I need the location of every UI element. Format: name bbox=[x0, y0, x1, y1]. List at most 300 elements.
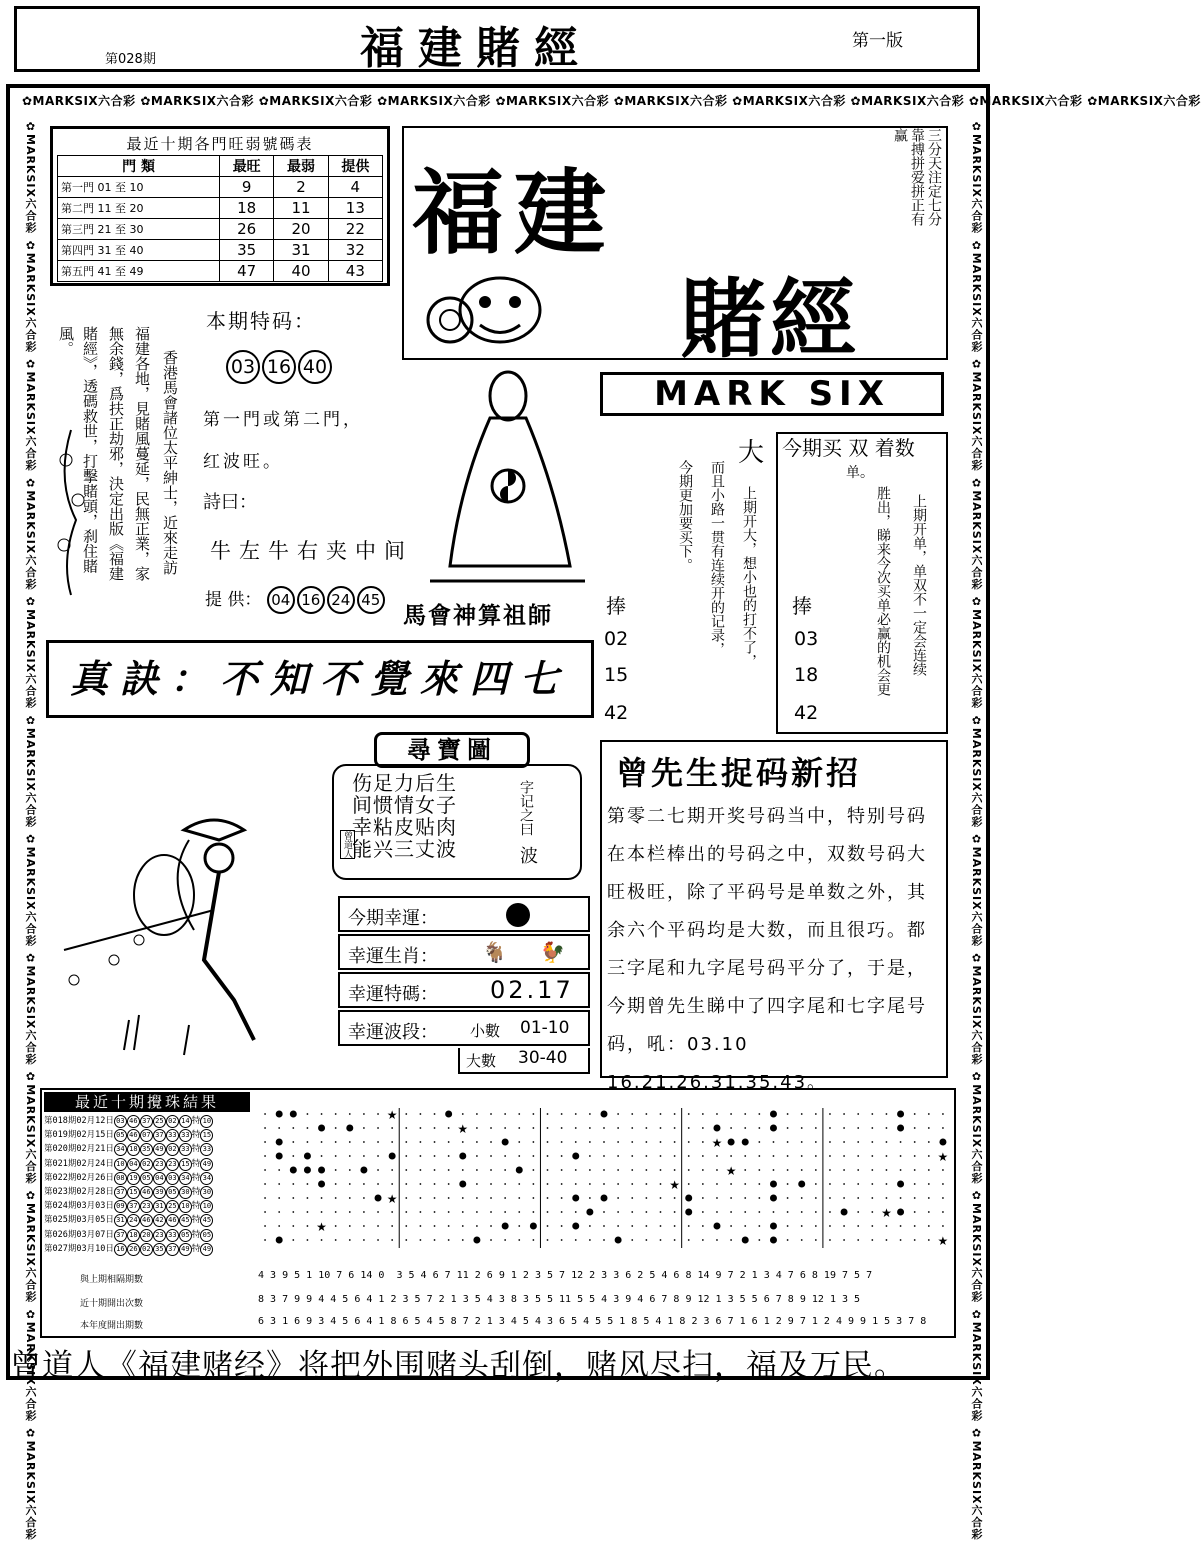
hit-dot bbox=[516, 1167, 523, 1174]
grid-dot bbox=[575, 1183, 577, 1185]
result-row bbox=[44, 1114, 213, 1128]
grid-dot bbox=[391, 1183, 393, 1185]
grid-dot bbox=[942, 1225, 944, 1227]
grid-dot bbox=[335, 1169, 337, 1171]
grid-dot bbox=[462, 1239, 464, 1241]
number-ball: 16 bbox=[262, 350, 296, 384]
grid-dot bbox=[307, 1183, 309, 1185]
grid-dot bbox=[476, 1211, 478, 1213]
special-star: ★ bbox=[937, 1150, 949, 1164]
grid-dot bbox=[420, 1127, 422, 1129]
grid-dot bbox=[349, 1183, 351, 1185]
max-cell: 35 bbox=[220, 240, 274, 261]
grid-dot bbox=[448, 1197, 450, 1199]
grid-dot bbox=[758, 1211, 760, 1213]
grid-dot bbox=[377, 1155, 379, 1157]
hit-dot bbox=[770, 1111, 777, 1118]
grid-dot bbox=[278, 1211, 280, 1213]
lucky-zodiac-row bbox=[338, 934, 590, 970]
gate-cell: 第三門 21 至 30 bbox=[58, 219, 220, 240]
grid-dot bbox=[462, 1197, 464, 1199]
grid-dot bbox=[264, 1239, 266, 1241]
grid-dot bbox=[490, 1169, 492, 1171]
notice-col-3: 無余錢，爲扶正劫邪，決定出版《福建 bbox=[107, 326, 125, 581]
hit-dot bbox=[318, 1181, 325, 1188]
grid-dot bbox=[363, 1155, 365, 1157]
result-ball: 16 bbox=[114, 1243, 127, 1256]
goat-icon: 🐐 bbox=[482, 940, 507, 964]
grid-dot bbox=[504, 1113, 506, 1115]
grid-dot bbox=[886, 1127, 888, 1129]
grid-dot bbox=[420, 1197, 422, 1199]
grid-dot bbox=[561, 1211, 563, 1213]
result-ball: 35 bbox=[140, 1143, 153, 1156]
special-ball: 34 bbox=[200, 1172, 213, 1185]
grid-dot bbox=[405, 1197, 407, 1199]
grid-dot bbox=[532, 1239, 534, 1241]
brand-strip-right: ✿MARKSIX六合彩 ✿MARKSIX六合彩 ✿MARKSIX六合彩 ✿MARKSIX六合彩 ✿MARKSIX六合彩 ✿MARKSIX六合彩 ✿MARKSIX六合彩 ✿MARKSIX六合彩 ✿MARKSIX六合彩 ✿MARKSIX六合彩 ✿MARKSIX六合彩 ✿MARKSIX六合彩 bbox=[970, 120, 983, 1541]
grid-dot bbox=[787, 1211, 789, 1213]
grid-dot bbox=[660, 1183, 662, 1185]
grid-dot bbox=[547, 1141, 549, 1143]
grid-dot bbox=[928, 1113, 930, 1115]
hit-dot bbox=[586, 1209, 593, 1216]
hit-dot bbox=[601, 1111, 608, 1118]
result-ball: 02 bbox=[140, 1158, 153, 1171]
result-row bbox=[44, 1199, 213, 1213]
grid-dot bbox=[292, 1225, 294, 1227]
result-ball: 03 bbox=[114, 1115, 127, 1128]
grid-dot bbox=[815, 1225, 817, 1227]
grid-dot bbox=[688, 1141, 690, 1143]
grid-dot bbox=[787, 1127, 789, 1129]
grid-dot bbox=[871, 1169, 873, 1171]
grid-dot bbox=[688, 1127, 690, 1129]
grid-dot bbox=[391, 1211, 393, 1213]
hit-dot bbox=[798, 1181, 805, 1188]
grid-dot bbox=[801, 1239, 803, 1241]
fisherman-illustration bbox=[44, 800, 334, 1072]
grid-dot bbox=[815, 1197, 817, 1199]
grid-dot bbox=[871, 1211, 873, 1213]
result-date: 第027期03月10日 bbox=[44, 1243, 114, 1254]
bet-analysis-col: 胜出，睇来今次买单必赢的机会更 bbox=[875, 486, 891, 696]
grid-dot bbox=[292, 1141, 294, 1143]
grid-dot bbox=[716, 1239, 718, 1241]
grid-dot bbox=[942, 1127, 944, 1129]
grid-dot bbox=[518, 1113, 520, 1115]
grid-dot bbox=[617, 1141, 619, 1143]
logo-top-text: 福建 bbox=[412, 159, 617, 267]
grid-dot bbox=[420, 1141, 422, 1143]
grid-dot bbox=[758, 1169, 760, 1171]
hit-dot bbox=[290, 1111, 297, 1118]
grid-dot bbox=[914, 1169, 916, 1171]
grid-dot bbox=[349, 1211, 351, 1213]
grid-dot bbox=[405, 1239, 407, 1241]
grid-dot bbox=[787, 1225, 789, 1227]
grid-dot bbox=[815, 1113, 817, 1115]
grid-dot bbox=[914, 1155, 916, 1157]
col-header: 最旺 bbox=[220, 156, 274, 177]
grid-dot bbox=[730, 1197, 732, 1199]
grid-dot bbox=[603, 1225, 605, 1227]
grid-dot bbox=[660, 1197, 662, 1199]
grid-dot bbox=[871, 1183, 873, 1185]
grid-dot bbox=[349, 1155, 351, 1157]
grid-dot bbox=[589, 1127, 591, 1129]
big-label: 大 bbox=[738, 438, 765, 468]
result-ball: 34 bbox=[179, 1172, 192, 1185]
grid-dot bbox=[674, 1239, 676, 1241]
gate-cell: 第四門 31 至 40 bbox=[58, 240, 220, 261]
hit-dot bbox=[276, 1237, 283, 1244]
result-ball: 23 bbox=[153, 1158, 166, 1171]
grid-dot bbox=[688, 1183, 690, 1185]
recommend-number: 42 bbox=[794, 702, 819, 724]
hit-dot bbox=[276, 1111, 283, 1118]
grid-dot bbox=[363, 1113, 365, 1115]
hit-dot bbox=[841, 1209, 848, 1216]
grid-dot bbox=[363, 1225, 365, 1227]
result-ball: 23 bbox=[166, 1158, 179, 1171]
grid-dot bbox=[547, 1169, 549, 1171]
special-ball: 33 bbox=[200, 1143, 213, 1156]
grid-dot bbox=[829, 1169, 831, 1171]
grid-dot bbox=[292, 1197, 294, 1199]
grid-dot bbox=[321, 1197, 323, 1199]
grid-dot bbox=[448, 1183, 450, 1185]
special-ball: 10 bbox=[200, 1200, 213, 1213]
grid-dot bbox=[349, 1239, 351, 1241]
grid-dot bbox=[547, 1183, 549, 1185]
grid-dot bbox=[547, 1239, 549, 1241]
grid-dot bbox=[561, 1225, 563, 1227]
grid-dot bbox=[405, 1127, 407, 1129]
tip-cell: 43 bbox=[328, 261, 382, 282]
special-label: 特 bbox=[191, 1243, 201, 1254]
result-date: 第020期02月21日 bbox=[44, 1144, 114, 1155]
hit-dot bbox=[290, 1167, 297, 1174]
grid-dot bbox=[674, 1155, 676, 1157]
grid-dot bbox=[589, 1183, 591, 1185]
grid-dot bbox=[518, 1183, 520, 1185]
this-issue-balls bbox=[226, 350, 334, 384]
grid-dot bbox=[335, 1141, 337, 1143]
grid-dot bbox=[462, 1169, 464, 1171]
treasure-side-word: 波 bbox=[520, 846, 538, 867]
special-star: ★ bbox=[725, 1164, 737, 1178]
grid-dot bbox=[857, 1169, 859, 1171]
grid-dot bbox=[603, 1211, 605, 1213]
hit-dot bbox=[304, 1153, 311, 1160]
grid-dot bbox=[518, 1211, 520, 1213]
number-ball: 04 bbox=[267, 586, 295, 614]
grid-dot bbox=[645, 1183, 647, 1185]
result-ball: 07 bbox=[140, 1129, 153, 1142]
small-range-value: 01-10 bbox=[520, 1018, 570, 1038]
grid-dot bbox=[730, 1155, 732, 1157]
grid-dot bbox=[631, 1169, 633, 1171]
result-ball: 05 bbox=[166, 1186, 179, 1199]
analysis-col: 今期更加要买下。 bbox=[677, 460, 693, 572]
grid-dot bbox=[377, 1113, 379, 1115]
grid-dot bbox=[561, 1169, 563, 1171]
grid-dot bbox=[631, 1155, 633, 1157]
grid-dot bbox=[377, 1183, 379, 1185]
master-figure-illustration bbox=[420, 366, 590, 588]
result-ball: 09 bbox=[114, 1200, 127, 1213]
special-star: ★ bbox=[457, 1122, 469, 1136]
lucky-large-row bbox=[458, 1048, 590, 1074]
lucky-label: 幸運波段： bbox=[348, 1022, 438, 1043]
grid-dot bbox=[660, 1113, 662, 1115]
max-cell: 9 bbox=[220, 177, 274, 198]
grid-dot bbox=[490, 1225, 492, 1227]
gate-cell: 第二門 11 至 20 bbox=[58, 198, 220, 219]
grid-dot bbox=[928, 1225, 930, 1227]
tip-cell: 13 bbox=[328, 198, 382, 219]
grid-dot bbox=[307, 1127, 309, 1129]
result-ball: 02 bbox=[140, 1243, 153, 1256]
grid-dot bbox=[292, 1211, 294, 1213]
result-ball: 46 bbox=[127, 1129, 140, 1142]
grid-dot bbox=[645, 1169, 647, 1171]
provide-row bbox=[205, 585, 387, 614]
grid-dot bbox=[307, 1141, 309, 1143]
grid-dot bbox=[349, 1225, 351, 1227]
result-ball: 15 bbox=[179, 1158, 192, 1171]
grid-dot bbox=[405, 1141, 407, 1143]
grid-dot bbox=[801, 1225, 803, 1227]
analysis-col: 而且小路一贯有连续开的记录， bbox=[709, 460, 725, 656]
hit-dot bbox=[459, 1153, 466, 1160]
poem-line: 幸粘皮贴肉 bbox=[352, 815, 457, 839]
table-row bbox=[58, 177, 383, 198]
grid-dot bbox=[547, 1225, 549, 1227]
grid-dot bbox=[321, 1211, 323, 1213]
grid-dot bbox=[575, 1141, 577, 1143]
grid-dot bbox=[603, 1127, 605, 1129]
result-row bbox=[44, 1185, 213, 1199]
hit-dot bbox=[770, 1237, 777, 1244]
grid-dot bbox=[702, 1197, 704, 1199]
grid-dot bbox=[377, 1225, 379, 1227]
grid-dot bbox=[744, 1127, 746, 1129]
lucky-wave-row bbox=[338, 1010, 590, 1046]
grid-dot bbox=[758, 1239, 760, 1241]
grid-dot bbox=[660, 1225, 662, 1227]
hit-dot bbox=[304, 1167, 311, 1174]
grid-dot bbox=[448, 1211, 450, 1213]
grid-dot bbox=[900, 1155, 902, 1157]
hit-dot bbox=[615, 1237, 622, 1244]
grid-dot bbox=[744, 1197, 746, 1199]
gate-stats-table bbox=[50, 126, 390, 286]
grid-dot bbox=[914, 1113, 916, 1115]
result-ball: 37 bbox=[114, 1186, 127, 1199]
grid-dot bbox=[843, 1225, 845, 1227]
grid-dot bbox=[335, 1127, 337, 1129]
result-ball: 37 bbox=[153, 1129, 166, 1142]
grid-dot bbox=[645, 1127, 647, 1129]
grid-dot bbox=[420, 1239, 422, 1241]
grid-dot bbox=[645, 1211, 647, 1213]
lucky-special-value: 02.17 bbox=[490, 976, 574, 1004]
large-range-label: 大數 bbox=[466, 1052, 497, 1070]
grid-dot bbox=[688, 1113, 690, 1115]
grid-dot bbox=[730, 1183, 732, 1185]
grid-dot bbox=[405, 1155, 407, 1157]
grid-dot bbox=[561, 1197, 563, 1199]
grid-dot bbox=[815, 1127, 817, 1129]
grid-dot bbox=[716, 1155, 718, 1157]
grid-dot bbox=[518, 1127, 520, 1129]
result-ball: 23 bbox=[153, 1229, 166, 1242]
gate-cell: 第五門 41 至 49 bbox=[58, 261, 220, 282]
special-star: ★ bbox=[881, 1206, 892, 1220]
grid-dot bbox=[532, 1169, 534, 1171]
grid-dot bbox=[631, 1183, 633, 1185]
grid-dot bbox=[264, 1113, 266, 1115]
result-row bbox=[44, 1128, 213, 1142]
grid-dot bbox=[857, 1155, 859, 1157]
lucky-table bbox=[338, 896, 590, 1074]
hit-dot bbox=[939, 1139, 946, 1146]
grid-dot bbox=[264, 1141, 266, 1143]
min-cell: 11 bbox=[274, 198, 328, 219]
special-star: ★ bbox=[316, 1220, 327, 1234]
notice-col-5: 風。 bbox=[57, 326, 75, 356]
grid-dot bbox=[292, 1239, 294, 1241]
result-ball: 39 bbox=[153, 1186, 166, 1199]
result-ball: 04 bbox=[127, 1158, 140, 1171]
lucky-color-dot bbox=[506, 903, 530, 927]
result-row bbox=[44, 1171, 213, 1185]
grid-dot bbox=[391, 1169, 393, 1171]
grid-dot bbox=[321, 1155, 323, 1157]
grid-dot bbox=[532, 1141, 534, 1143]
grid-dot bbox=[674, 1113, 676, 1115]
grid-dot bbox=[532, 1155, 534, 1157]
result-row bbox=[44, 1228, 213, 1242]
hit-dot bbox=[770, 1223, 777, 1230]
hit-dot bbox=[459, 1181, 466, 1188]
grid-dot bbox=[773, 1169, 775, 1171]
result-ball: 34 bbox=[114, 1143, 127, 1156]
grid-dot bbox=[801, 1197, 803, 1199]
grid-dot bbox=[674, 1169, 676, 1171]
grid-dot bbox=[420, 1225, 422, 1227]
grid-dot bbox=[405, 1113, 407, 1115]
grid-dot bbox=[631, 1141, 633, 1143]
table-row bbox=[58, 261, 383, 282]
hit-dot bbox=[360, 1167, 367, 1174]
marksix-banner: MARK SIX bbox=[600, 372, 944, 416]
result-ball: 35 bbox=[153, 1243, 166, 1256]
gate-stats-caption: 最近十期各門旺弱號碼表 bbox=[126, 135, 314, 153]
grid-dot bbox=[490, 1127, 492, 1129]
grid-dot bbox=[589, 1155, 591, 1157]
result-ball: 14 bbox=[179, 1115, 192, 1128]
grid-dot bbox=[278, 1127, 280, 1129]
bet-analysis-col: 上期开单，单双不一定会连续 bbox=[911, 494, 927, 676]
grid-dot bbox=[702, 1211, 704, 1213]
grid-dot bbox=[758, 1155, 760, 1157]
number-ball: 03 bbox=[226, 350, 260, 384]
grid-dot bbox=[363, 1239, 365, 1241]
special-label: 特 bbox=[191, 1215, 201, 1226]
grid-dot bbox=[575, 1113, 577, 1115]
grid-dot bbox=[857, 1127, 859, 1129]
grid-dot bbox=[914, 1225, 916, 1227]
grid-dot bbox=[843, 1141, 845, 1143]
grid-dot bbox=[829, 1211, 831, 1213]
special-label: 特 bbox=[191, 1144, 201, 1155]
sum-row: 4 3 9 5 1 10 7 6 14 0 3 5 4 6 7 11 2 6 9 1 2 3 5 7 12 2 3 3 6 2 5 4 6 8 14 9 7 2 1 3 4 7 6 8 19 7 5 7 bbox=[258, 1270, 873, 1281]
grid-dot bbox=[829, 1141, 831, 1143]
grid-dot bbox=[462, 1211, 464, 1213]
results-title: 最近十期攪珠結果 bbox=[44, 1092, 250, 1112]
hit-dot bbox=[897, 1111, 904, 1118]
result-ball: 31 bbox=[114, 1214, 127, 1227]
max-cell: 26 bbox=[220, 219, 274, 240]
grid-dot bbox=[730, 1211, 732, 1213]
result-ball: 02 bbox=[166, 1143, 179, 1156]
result-ball: 19 bbox=[127, 1172, 140, 1185]
grid-dot bbox=[914, 1141, 916, 1143]
grid-dot bbox=[660, 1127, 662, 1129]
gate-cell: 第一門 01 至 10 bbox=[58, 177, 220, 198]
grid-dot bbox=[448, 1141, 450, 1143]
grid-dot bbox=[547, 1127, 549, 1129]
grid-dot bbox=[730, 1113, 732, 1115]
grid-dot bbox=[278, 1197, 280, 1199]
grid-dot bbox=[448, 1169, 450, 1171]
grid-dot bbox=[744, 1211, 746, 1213]
grid-dot bbox=[787, 1197, 789, 1199]
number-ball: 40 bbox=[298, 350, 332, 384]
grid-dot bbox=[886, 1197, 888, 1199]
grid-dot bbox=[448, 1127, 450, 1129]
grid-dot bbox=[829, 1127, 831, 1129]
grid-dot bbox=[476, 1183, 478, 1185]
grid-dot bbox=[645, 1141, 647, 1143]
grid-dot bbox=[801, 1113, 803, 1115]
grid-dot bbox=[518, 1155, 520, 1157]
result-date: 第024期03月03日 bbox=[44, 1201, 114, 1212]
hit-dot bbox=[572, 1195, 579, 1202]
treasure-poem bbox=[352, 772, 457, 860]
grid-dot bbox=[518, 1239, 520, 1241]
hit-dot bbox=[897, 1125, 904, 1132]
result-ball: 02 bbox=[166, 1115, 179, 1128]
grid-dot bbox=[744, 1183, 746, 1185]
grid-dot bbox=[321, 1239, 323, 1241]
grid-dot bbox=[321, 1113, 323, 1115]
grid-dot bbox=[434, 1197, 436, 1199]
grid-dot bbox=[462, 1113, 464, 1115]
grid-dot bbox=[843, 1169, 845, 1171]
grid-dot bbox=[744, 1155, 746, 1157]
grid-dot bbox=[575, 1169, 577, 1171]
grid-dot bbox=[928, 1197, 930, 1199]
grid-dot bbox=[349, 1141, 351, 1143]
grid-dot bbox=[589, 1113, 591, 1115]
recommend-label: 捧 bbox=[792, 594, 812, 618]
grid-dot bbox=[363, 1211, 365, 1213]
result-date: 第026期03月07日 bbox=[44, 1229, 114, 1240]
